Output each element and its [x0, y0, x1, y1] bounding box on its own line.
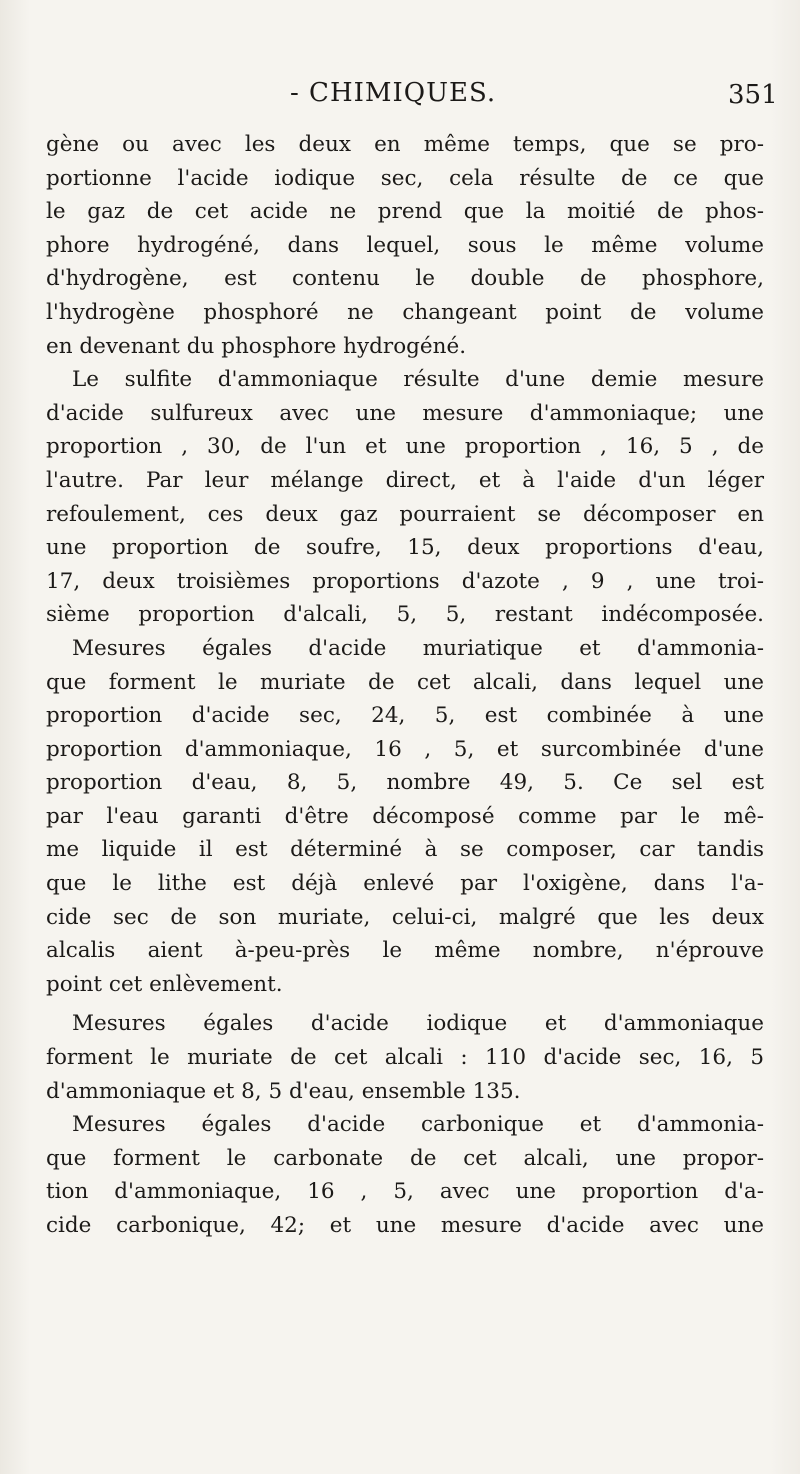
text-line: tion d'ammoniaque, 16 , 5, avec une proportion d'a-: [46, 1179, 764, 1205]
text-line: par l'eau garanti d'être décomposé comme par le mê-: [46, 803, 764, 829]
text-line: 17, deux troisièmes proportions d'azote , 9 , une troi-: [46, 568, 764, 594]
text-line: gène ou avec les deux en même temps, que se pro-: [46, 132, 764, 157]
text-line: que forment le muriate de cet alcali, dans lequel une: [46, 669, 764, 695]
running-head: - CHIMIQUES.: [290, 78, 497, 108]
paragraph-start-line: Le sulfite d'ammoniaque résulte d'une demie mesure: [72, 367, 764, 393]
text-line: point cet enlèvement.: [46, 971, 283, 997]
paragraph-start-line: Mesures égales d'acide carbonique et d'ammonia-: [72, 1112, 764, 1138]
paragraph-start-line: Mesures égales d'acide iodique et d'ammoniaque: [72, 1011, 764, 1037]
text-line: portionne l'acide iodique sec, cela résulte de ce que: [46, 165, 764, 191]
text-line: d'acide sulfureux avec une mesure d'ammoniaque; une: [46, 400, 764, 426]
text-line: alcalis aient à-peu-près le même nombre, n'éprouve: [46, 938, 764, 964]
text-line: me liquide il est déterminé à se composer, car tandis: [46, 837, 764, 863]
text-line: proportion d'eau, 8, 5, nombre 49, 5. Ce sel est: [46, 770, 764, 796]
text-line: que forment le carbonate de cet alcali, une propor-: [46, 1145, 764, 1171]
text-line: le gaz de cet acide ne prend que la moitié de phos-: [46, 199, 764, 225]
text-line: que le lithe est déjà enlevé par l'oxigène, dans l'a-: [46, 871, 764, 897]
text-line: phore hydrogéné, dans lequel, sous le même volume: [46, 232, 764, 258]
body-text: [46, 128, 764, 1243]
text-line: d'ammoniaque et 8, 5 d'eau, ensemble 135.: [46, 1078, 521, 1104]
paragraph-start-line: Mesures égales d'acide muriatique et d'ammonia-: [72, 635, 764, 661]
text-line: cide sec de son muriate, celui-ci, malgré que les deux: [46, 904, 764, 930]
text-line: en devenant du phosphore hydrogéné.: [46, 333, 467, 359]
text-line: proportion , 30, de l'un et une proportion , 16, 5 , de: [46, 434, 764, 460]
text-line: sième proportion d'alcali, 5, 5, restant indécomposée.: [46, 602, 764, 628]
text-line: proportion d'acide sec, 24, 5, est combinée à une: [46, 703, 764, 729]
text-line: une proportion de soufre, 15, deux proportions d'eau,: [46, 535, 764, 561]
text-line: d'hydrogène, est contenu le double de phosphore,: [46, 266, 764, 292]
text-line: proportion d'ammoniaque, 16 , 5, et surcombinée d'une: [46, 736, 764, 762]
text-line: forment le muriate de cet alcali : 110 d'acide sec, 16, 5: [46, 1045, 764, 1071]
page-header: [0, 78, 800, 112]
text-line: refoulement, ces deux gaz pourraient se décomposer en: [46, 501, 764, 527]
page-number: 351: [728, 80, 778, 110]
text-line: cide carbonique, 42; et une mesure d'acide avec une: [46, 1213, 764, 1238]
text-line: l'hydrogène phosphoré ne changeant point de volume: [46, 299, 764, 325]
text-line: l'autre. Par leur mélange direct, et à l'aide d'un léger: [46, 467, 764, 493]
